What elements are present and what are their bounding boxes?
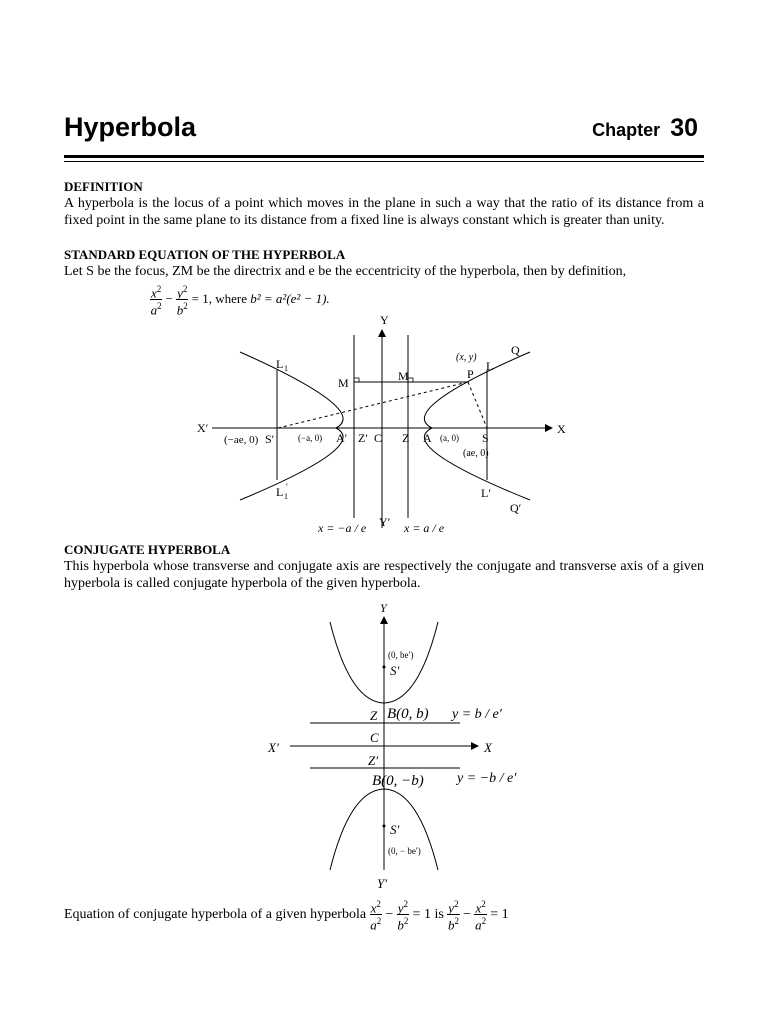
label2-directrix-bottom: y = −b / e′ (457, 771, 517, 786)
standard-equation: $\frac{x^2}{a^2}$ − $\frac{y^2}{b^2}$ = 1, where b² = a²(e² − 1). (150, 284, 330, 318)
label-m2: M (398, 369, 409, 383)
label2-z: Z (370, 708, 378, 723)
svg-text:1: 1 (284, 492, 288, 501)
label-directrix-left: x = −a / e (318, 521, 367, 535)
label-c: C (374, 431, 383, 445)
label-x-prime: X′ (197, 421, 209, 435)
footer-text: Equation of conjugate hyperbola of a given hyperbola (64, 907, 367, 923)
label2-z-prime: Z′ (368, 753, 379, 768)
label-z-prime: Z′ (358, 431, 368, 445)
hyperbola-right-branch (424, 352, 530, 500)
page-title: Hyperbola (64, 112, 197, 142)
label-pos-a: (a, 0) (440, 433, 459, 443)
footer-rhs1: = 1 (412, 907, 431, 923)
label-z: Z (402, 431, 410, 445)
label-pos-ae: (ae, 0) (463, 448, 489, 459)
svg-text:′: ′ (286, 482, 288, 492)
svg-text:1: 1 (284, 364, 288, 373)
equation-where: where (215, 290, 248, 306)
label-l-prime: L′ (481, 486, 491, 500)
label-neg-ae: (−ae, 0) (224, 434, 259, 446)
conjugate-section (64, 541, 704, 592)
label-xy: (x, y) (456, 352, 477, 363)
focal-distance-left (278, 382, 468, 428)
label2-x: X (484, 740, 492, 755)
conjugate-heading: CONJUGATE HYPERBOLA (64, 542, 231, 557)
label-y-prime: Y′ (379, 515, 391, 529)
footer-equation: Equation of conjugate hyperbola of a given hyperbola $\frac{x^2}{a^2}$ − $\frac{y^2}{b^2}$ = 1 is $\frac{y^2}{b^2}$ − $\frac{x^2}{a^2}$ = 1 (64, 899, 509, 933)
conjugate-hyperbola-figure (267, 601, 517, 891)
chapter-number: 30 (670, 114, 698, 142)
standard-heading: STANDARD EQUATION OF THE HYPERBOLA (64, 247, 346, 262)
label-m1: M (338, 376, 349, 390)
label-x: X (557, 422, 566, 436)
label2-x-prime: X′ (268, 740, 279, 755)
focal-distance-right (468, 382, 487, 428)
label-a: A (423, 431, 432, 445)
footer-rhs2: = 1 (490, 907, 509, 923)
label-q: Q (511, 343, 520, 357)
label-a-prime: A′ (336, 431, 348, 445)
label2-s-prime-bottom: S′ (390, 822, 400, 837)
label2-y: Y (380, 601, 387, 615)
label2-b-bottom: B(0, −b) (372, 773, 424, 789)
label-l1-prime: L (276, 485, 284, 499)
definition-text: A hyperbola is the locus of a point which moves in the plane in such a way that the ratio of its distance from a fixed point in the same plane to its distance from a fixed line is always constant which is greater than unity. (64, 196, 704, 228)
label2-top-focus: (0, be′) (388, 650, 414, 660)
label-s: S (482, 431, 489, 445)
label-q-prime: Q′ (510, 501, 522, 515)
label-directrix-right: x = a / e (404, 521, 445, 535)
chapter-label: Chapter (592, 120, 661, 140)
label-y: Y (380, 313, 389, 327)
conjugate-text: This hyperbola whose transverse and conjugate axis are respectively the conjugate and transverse axis of a given hyperbola is called conjugate hyperbola of the given hyperbola. (64, 559, 704, 591)
label-l: L (486, 359, 494, 373)
hyperbola-left-branch (240, 352, 343, 500)
equation-b: b² = a²(e² − 1). (250, 290, 330, 306)
label2-bottom-focus: (0, − be′) (388, 846, 421, 856)
label-l1: L (276, 357, 284, 371)
label-p: P (467, 367, 474, 381)
label-neg-a: (−a, 0) (298, 433, 323, 443)
label2-y-prime: Y′ (377, 876, 388, 891)
label2-c: C (370, 730, 379, 745)
standard-text: Let S be the focus, ZM be the directrix and e be the eccentricity of the hyperbola, then by definition, (64, 264, 627, 279)
footer-is: is (434, 907, 444, 923)
equation-rhs: = 1, (191, 290, 212, 306)
definition-heading: DEFINITION (64, 179, 143, 194)
label-s-prime: S′ (265, 432, 275, 446)
label2-directrix-top: y = b / e′ (452, 707, 502, 722)
label2-b-top: B(0, b) (387, 706, 429, 722)
label2-s-prime-top: S′ (390, 663, 400, 678)
